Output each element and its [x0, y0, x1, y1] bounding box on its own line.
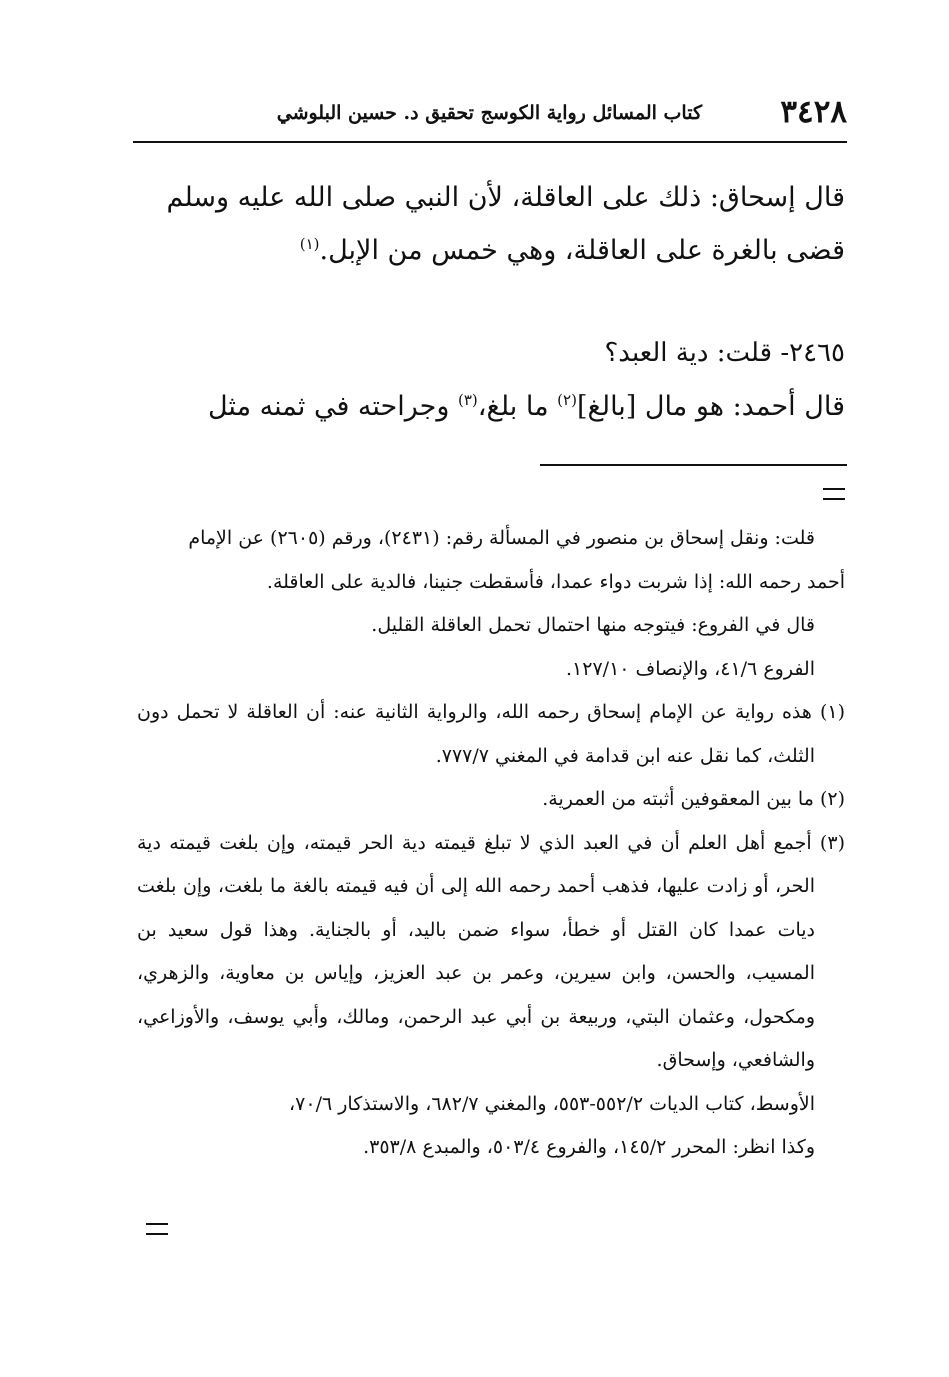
footnote-2: (٢) ما بين المعقوفين أثبته من العمرية.: [542, 788, 845, 810]
question-text: ٢٤٦٥- قلت: دية العبد؟: [604, 338, 845, 368]
footnote-3-refs-line-2: وكذا انظر: المحرر ١٤٥/٢، والفروع ٥٠٣/٤، والمبدع ٣٥٣/٨.: [363, 1136, 815, 1158]
footnote-continuation-line-2: أحمد رحمه الله: إذا شربت دواء عمدا، فأسقطت جنينا، فالدية على العاقلة.: [266, 570, 845, 593]
footnote-ref-3[interactable]: (٣): [457, 391, 478, 409]
main-line-2: [135, 224, 845, 277]
page-header: [135, 92, 847, 140]
answer-part-3: وجراحته في ثمنه مثل: [207, 391, 458, 422]
continuation-mark-bottom: [146, 1223, 168, 1235]
footnote-3: (٣) أجمع أهل العلم أن في العبد الذي لا تبلغ قيمته دية الحر قيمته، وإن بلغت قيمته دية الحر، أو زادت عليها، فذهب أحمد رحمه الله إلى أن فيه قيمته بالغة ما بلغت، وإن بلغت ديات عمدا كان القتل أو خطأ، سواء ضمن باليد، أو بالجناية. وهذا قول سعيد بن المسيب، والحسن، وابن سيرين، وعمر بن عبد العزيز، وإياس بن معاوية، والزهري، ومكحول، وعثمان البتي، وربيعة بن أبي عبد الرحمن، ومالك، وأبي يوسف، والأوزاعي، والشافعي، وإسحاق.: [137, 831, 845, 1071]
footnote-separator: [540, 464, 847, 466]
footnote-3-refs-line-1: الأوسط، كتاب الديات ٥٥٢/٢-٥٥٣، والمغني ٦٨٢/٧، والاستذكار ٧٠/٦،: [289, 1092, 815, 1115]
main-line-1: [135, 171, 845, 224]
footnote-ref-1[interactable]: (١): [299, 235, 320, 253]
main-line-2-text: قضى بالغرة على العاقلة، وهي خمس من الإبل.: [319, 235, 845, 266]
main-line-1-text: قال إسحاق: ذلك على العاقلة، لأن النبي صلى الله عليه وسلم: [166, 182, 845, 213]
header-rule: [133, 141, 847, 143]
footnotes-area: [137, 517, 845, 1170]
page-number: ٣٤٢٨: [780, 94, 847, 130]
footnote-continuation-line-1: قلت: ونقل إسحاق بن منصور في المسألة رقم: (٢٤٣١)، ورقم (٢٦٠٥) عن الإمام: [188, 527, 815, 549]
question-2465: [135, 327, 845, 380]
main-text-block-2: [135, 327, 845, 447]
answer-line: [135, 380, 845, 433]
running-title: كتاب المسائل رواية الكوسج تحقيق د. حسين البلوشي: [276, 102, 702, 124]
footnote-1: (١) هذه رواية عن الإمام إسحاق رحمه الله، والرواية الثانية عنه: أن العاقلة لا تحمل دون الثلث، كما نقل عنه ابن قدامة في المغني ٧٧٧/٧.: [137, 701, 845, 767]
answer-part-1: قال أحمد: هو مال [بالغ]: [576, 391, 845, 422]
footnote-continuation-line-4: الفروع ٤١/٦، والإنصاف ١٢٧/١٠.: [566, 657, 815, 680]
main-text-block-1: [135, 171, 845, 281]
answer-part-2: ما بلغ،: [477, 391, 558, 422]
continuation-mark-top: [823, 488, 845, 500]
footnote-ref-2[interactable]: (٢): [557, 391, 577, 409]
footnote-continuation-line-3: قال في الفروع: فيتوجه منها احتمال تحمل العاقلة القليل.: [371, 614, 815, 636]
